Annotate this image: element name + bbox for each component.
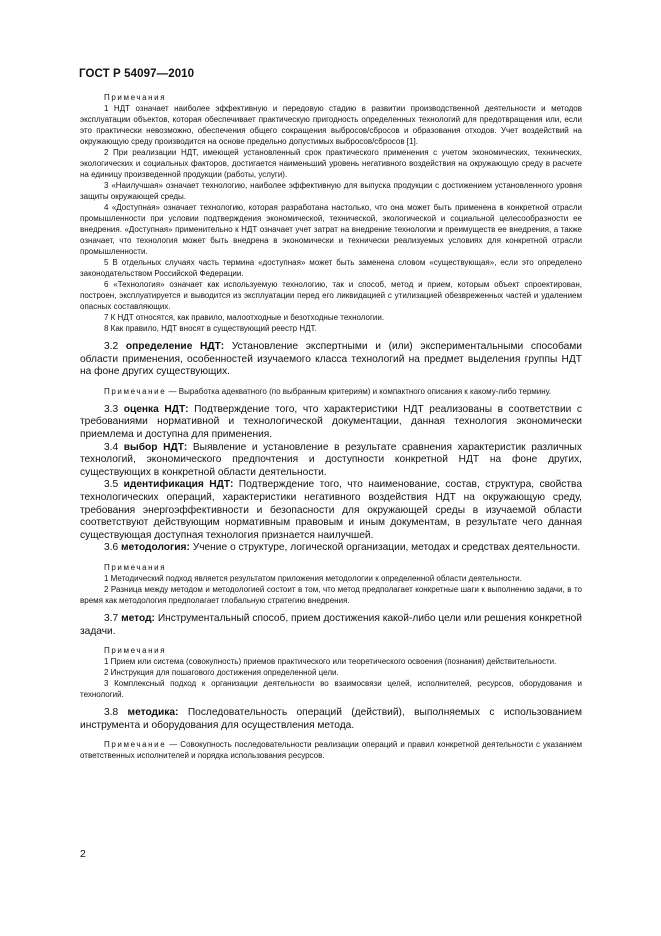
term-definition: Подтверждение того, что характеристики НДТ реализованы в соответствии с требованиями нормативной и технологической документации, данная технология экономически приемлема и доступна для применения. [80,403,582,440]
page-content [80,92,582,761]
note-label: Примечание [104,740,167,750]
note-item: 7 К НДТ относятся, как правило, малоотходные и безотходные технологии. [104,313,385,322]
term-title: определение НДТ: [125,341,225,352]
note-item: 1 Прием или система (совокупность) приемов практического или теоретического освоения (познания) действительности. [104,657,557,667]
term-definition: Учение о структуре, логической организации, методах и средствах деятельности. [192,542,581,554]
term-3-4 [80,442,582,480]
term-number: 3.5 [104,479,119,491]
term-number: 3.6 [104,542,119,554]
term-3-6 [80,542,582,555]
term-3-8 [80,707,582,732]
notes-label: Примечания [104,562,167,572]
note-item: 3 Комплексный подход к организации деятельности во взаимосвязи целей, исполнителей, ресурсов, оборудования и технологий. [80,679,582,700]
note-text: — Совокупность последовательности реализации операций и правил конкретной деятельности с указанием ответственных исполнителей и порядка использования ресурсов. [80,740,582,761]
term-title: метод: [121,612,155,624]
term-number: 3.3 [104,403,119,415]
term-title: методика: [127,707,179,719]
note-item: 2 При реализации НДТ, имеющей установленный срок практического применения с учетом экономических, технических, экологических и социальных факторов, достигается наименьший уровень негативного воздействия на окружающую среду в расчете на единицу произведенной продукции (работы, услуги). [80,148,582,179]
note-text: — Выработка адекватного (по выбранным критериям) и компактного описания к какому-либо термину. [168,386,552,396]
term-definition: Выявление и установление в результате сравнения характеристик различных технологий, экономического предпочтения и доступности конкретной НДТ на фоне других, существующих в конкретной области деятельности. [80,441,582,478]
term-definition: Установление экспертными и (или) экспериментальными способами области применения, особенностей изучаемого класса технологий на предмет выделения группы НДТ на фоне других существующих. [80,341,582,378]
term-3-5 [80,479,582,542]
term-3-2-note [80,386,582,397]
term-3-3 [80,404,582,442]
term-title: выбор НДТ: [123,441,188,453]
term-definition: Инструментальный способ, прием достижения какой-либо цели или решения конкретной задачи. [80,612,582,637]
notes-label: Примечания [104,646,167,656]
note-item: 3 «Наилучшая» означает технологию, наиболее эффективную для выпуска продукции с достижением установленного уровня защиты окружающей среды. [80,181,582,201]
term-definition: Последовательность операций (действий), выполняемых с использованием инструмента и оборудования для осуществления метода. [80,707,582,731]
note-item: 8 Как правило, НДТ вносят в существующий реестр НДТ. [104,324,317,333]
page-number: 2 [80,848,86,860]
term-number: 3.4 [104,441,119,453]
term-number: 3.8 [104,707,119,719]
term-definition: Подтверждение того, что наименование, состав, структура, свойства технологических операций, характеристики негативного воздействия НДТ на окружающую среду, требования энергоэффективности и безопасности для окружающей среды в изучаемой области соответствуют действующим нормативным правовым и иным документам, в результате чего данная существующая доступная технология признается наилучшей. [80,479,582,541]
note-item: 5 В отдельных случаях часть термина «доступная» может быть заменена словом «существующая», если это определено законодательством Российской Федерации. [80,258,582,278]
term-title: идентификация НДТ: [123,479,234,491]
term-number: 3.7 [104,612,119,624]
note-item: 6 «Технология» означает как используемую технологию, так и способ, метод и прием, которым объект спроектирован, построен, эксплуатируется и выводится из эксплуатации перед его ликвидацией с утилизацией обезвреженных частей и удалением опасных составляющих. [80,280,582,311]
note-item: 2 Разница между методом и методологией состоит в том, что метод предполагает конкретные шаги к выполнению задачи, в то время как методология предполагает глобальную стратегию внедрения. [80,584,582,605]
term-3-8-note [80,739,582,761]
note-item: 1 НДТ означает наиболее эффективную и передовую стадию в развитии производственной деятельности и методов эксплуатации объектов, которая обеспечивает практическую пригодность определенных технологий для предотвращения или, если это практически невозможно, обеспечения общего сокращения выбросов/сбросов и образования отходов. Учет воздействий на окружающую среду производится на основе предельно допустимых выбросов/сбросов [1]. [80,104,582,146]
term-title: методология: [121,542,190,554]
term-3-7 [80,613,582,638]
term-title: оценка НДТ: [123,403,189,415]
document-header: ГОСТ Р 54097—2010 [79,68,195,80]
term-number: 3.2 [104,341,119,352]
note-item: 4 «Доступная» означает технологию, которая разработана настолько, что она может быть применена в конкретной отрасли промышленности при условии подтверждения экономической, технической, экологической и социальной целесообразности ее внедрения. «Доступная» применительно к НДТ означает учет затрат на внедрение технологии и преимуществ ее внедрения, а также означает, что технология может быть внедрена в экономически и технически реализуемых условиях для конкретной отрасли промышленности. [80,203,582,256]
notes-label: Примечания [104,93,167,102]
note-label: Примечание [104,386,167,396]
note-item: 1 Методический подход является результатом приложения методологии к определенной области деятельности. [104,573,522,583]
note-item: 2 Инструкция для пошагового достижения определенной цели. [104,668,339,678]
term-3-2 [80,341,582,379]
